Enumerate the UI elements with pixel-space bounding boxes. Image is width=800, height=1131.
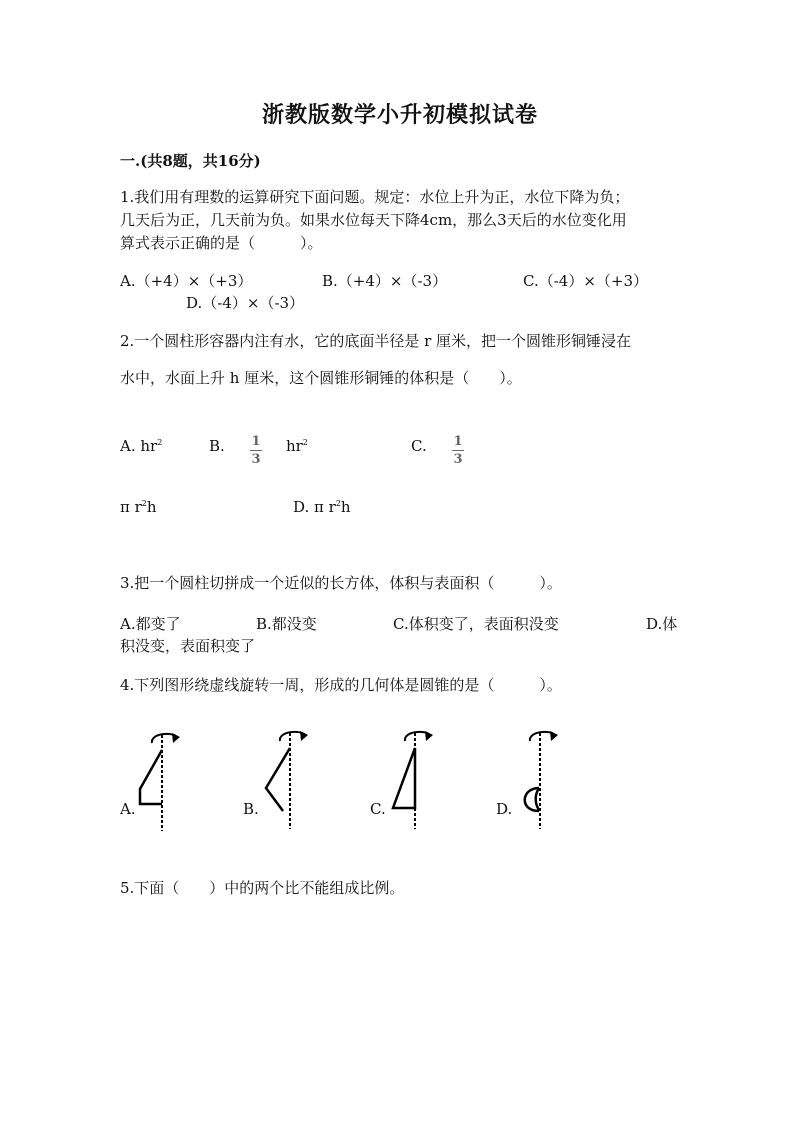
q2-option-b-fraction — [250, 430, 262, 466]
q2-option-a-text: hr — [140, 437, 158, 455]
q2-option-c-continued: π $r^2h$ — [120, 498, 157, 516]
q4-option-c-label[interactable]: C. — [370, 800, 386, 818]
q3-option-b[interactable]: B.都没变 — [256, 615, 317, 633]
fraction-numerator: 1 — [453, 434, 463, 449]
q2-option-d[interactable]: D. π $r^2h$ — [293, 498, 351, 516]
q3-option-c[interactable]: C.体积变了，表面积没变 — [393, 615, 559, 633]
q4-option-d-label[interactable]: D. — [496, 800, 513, 818]
q3-option-d[interactable]: D.体 — [646, 615, 678, 633]
q4-figure-d[interactable] — [507, 725, 567, 833]
q1-option-c[interactable]: C.（-4）×（+3） — [523, 272, 649, 290]
q2-option-b-text: $hr^2$ — [286, 437, 308, 455]
fraction-denominator: 3 — [251, 452, 261, 467]
q2-option-a[interactable] — [120, 437, 162, 455]
q3-line-1: 3.把一个圆柱切拼成一个近似的长方体，体积与表面积（ ）。 — [120, 574, 562, 592]
section-heading: 一.(共8题，共16分) — [120, 152, 261, 170]
q2-option-a-label: A. — [120, 437, 136, 455]
q4-figure-b[interactable] — [260, 725, 320, 833]
q2-line-1: 2.一个圆柱形容器内注有水，它的底面半径是 r 厘米，把一个圆锥形铜锤浸在 — [120, 332, 632, 350]
q3-option-d-continued: 积没变，表面积变了 — [120, 637, 256, 655]
q1-line-2: 几天后为正，几天前为负。如果水位每天下降4cm，那么3天后的水位变化用 — [120, 211, 627, 229]
q4-figure-a[interactable] — [130, 725, 190, 833]
q4-line-1: 4.下列图形绕虚线旋转一周，形成的几何体是圆锥的是（ ）。 — [120, 676, 562, 694]
q4-figure-c[interactable] — [382, 725, 442, 833]
q4-option-b-label[interactable]: B. — [243, 800, 259, 818]
q2-line-2: 水中，水面上升 h 厘米，这个圆锥形铜锤的体积是（ ）。 — [120, 369, 522, 387]
q2-option-c-label[interactable]: C. — [411, 437, 427, 455]
fraction-denominator: 3 — [453, 452, 463, 467]
q4-option-a-label[interactable]: A. — [120, 800, 136, 818]
q1-line-3: 算式表示正确的是（ ）。 — [120, 234, 323, 252]
q2-option-b-label[interactable]: B. — [209, 437, 225, 455]
q2-option-c-fraction — [452, 430, 464, 466]
q1-line-1: 1.我们用有理数的运算研究下面问题。规定：水位上升为正，水位下降为负； — [120, 188, 630, 206]
q1-option-b[interactable]: B.（+4）×（-3） — [322, 272, 448, 290]
q1-option-d[interactable]: D.（-4）×（-3） — [186, 294, 305, 312]
q3-option-a[interactable]: A.都变了 — [120, 615, 181, 633]
q5-line-1: 5.下面（ ）中的两个比不能组成比例。 — [120, 879, 405, 897]
fraction-numerator: 1 — [251, 434, 261, 449]
page-title: 浙教版数学小升初模拟试卷 — [261, 102, 538, 128]
q1-option-a[interactable]: A.（+4）×（+3） — [120, 272, 253, 290]
q2-option-a-sup: 2 — [157, 438, 163, 447]
